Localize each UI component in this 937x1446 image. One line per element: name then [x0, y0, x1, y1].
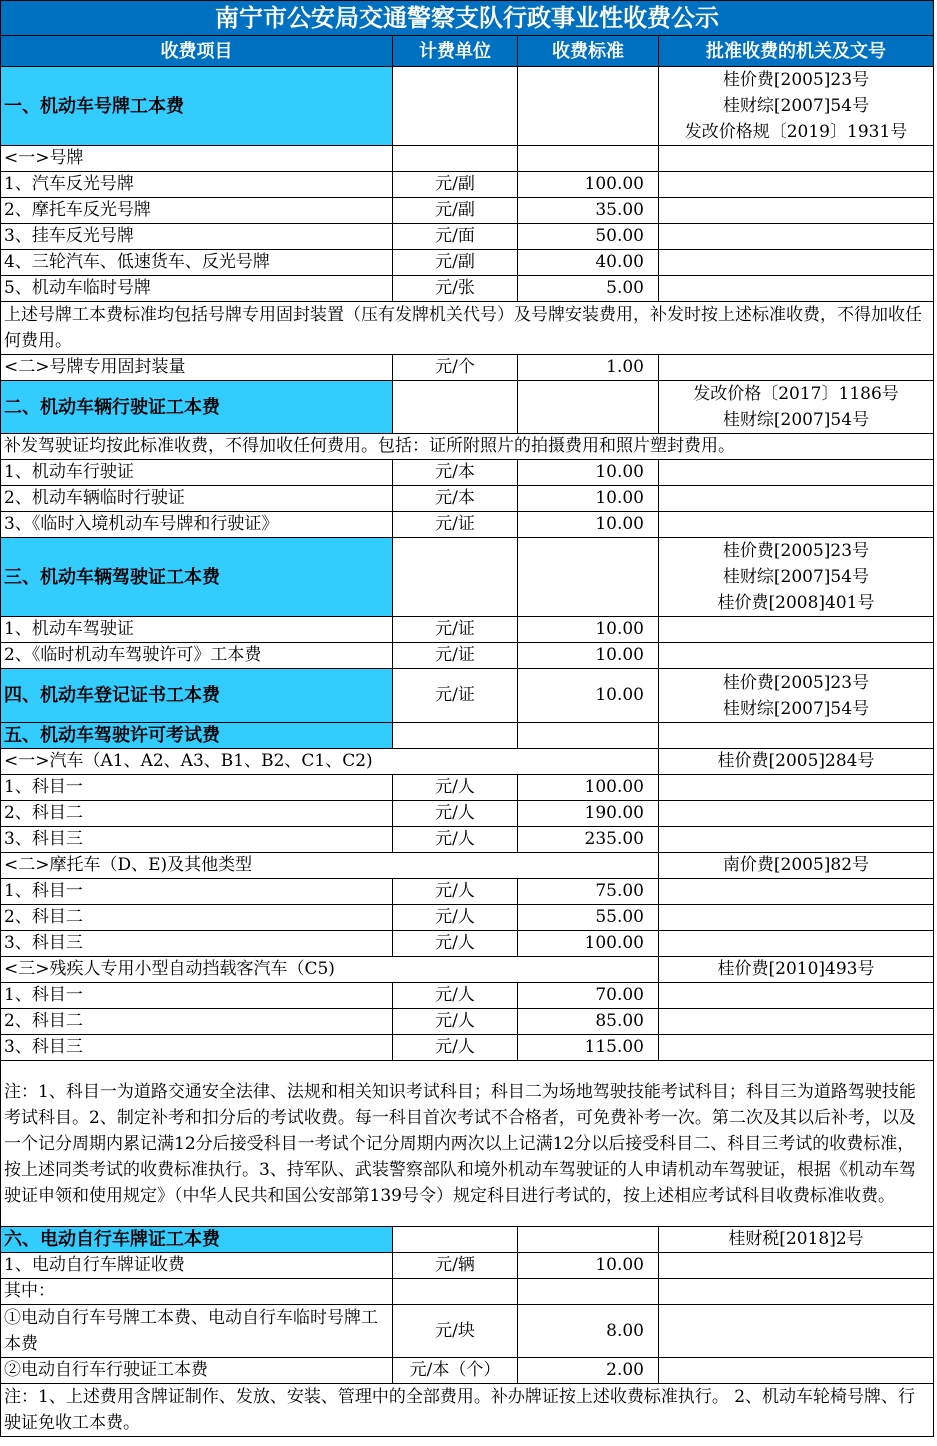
subsection-label: <三>残疾人专用小型自动挡载客汽车（C5)	[1, 957, 659, 983]
item-fee: 10.00	[518, 643, 659, 669]
table-row	[1, 1358, 934, 1384]
item-fee: 10.00	[518, 1253, 659, 1279]
item-name: 5、机动车临时号牌	[1, 276, 393, 302]
item-fee: 2.00	[518, 1358, 659, 1384]
item-unit: 元/人	[393, 1009, 518, 1035]
empty-cell	[393, 146, 518, 172]
empty-cell	[518, 1279, 659, 1305]
table-row	[1, 827, 934, 853]
empty-cell	[393, 1279, 518, 1305]
empty-cell	[659, 146, 934, 172]
item-fee: 5.00	[518, 276, 659, 302]
empty-cell	[393, 1227, 518, 1253]
item-unit: 元/证	[393, 643, 518, 669]
section-heading-driver-license: 三、机动车辆驾驶证工本费	[1, 538, 393, 617]
header-fee: 收费标准	[518, 36, 659, 67]
item-fee: 1.00	[518, 355, 659, 381]
table-row	[1, 617, 934, 643]
empty-cell	[393, 381, 518, 434]
table-row	[1, 512, 934, 538]
item-fee: 10.00	[518, 512, 659, 538]
item-unit: 元/人	[393, 827, 518, 853]
item-fee: 75.00	[518, 879, 659, 905]
item-fee: 35.00	[518, 198, 659, 224]
item-name: 1、汽车反光号牌	[1, 172, 393, 198]
table-row	[1, 775, 934, 801]
empty-cell	[659, 276, 934, 302]
item-name: 2、科目二	[1, 905, 393, 931]
empty-cell	[659, 775, 934, 801]
page-title: 南宁市公安局交通警察支队行政事业性收费公示	[1, 1, 934, 36]
vehicle-license-note: 补发驾驶证均按此标准收费，不得加收任何费用。包括：证所附照片的拍摄费用和照片塑封费用。	[1, 434, 934, 460]
ebike-note: 注：1、上述费用含牌证制作、发放、安装、管理中的全部费用。补办牌证按上述收费标准执行。 2、机动车轮椅号牌、行驶证免收工本费。	[1, 1384, 934, 1437]
item-fee: 115.00	[518, 1035, 659, 1061]
section-heading-ebike: 六、电动自行车牌证工本费	[1, 1227, 393, 1253]
item-name: 1、机动车驾驶证	[1, 617, 393, 643]
item-name: 2、机动车辆临时行驶证	[1, 486, 393, 512]
item-fee: 55.00	[518, 905, 659, 931]
table-row	[1, 801, 934, 827]
empty-cell	[659, 1035, 934, 1061]
empty-cell	[659, 172, 934, 198]
empty-cell	[518, 538, 659, 617]
header-authority: 批准收费的机关及文号	[659, 36, 934, 67]
item-unit: 元/人	[393, 879, 518, 905]
item-unit: 元/张	[393, 276, 518, 302]
authority-line: 桂财综[2007]54号	[722, 410, 870, 430]
item-name: 2、科目二	[1, 801, 393, 827]
item-name: 1、科目一	[1, 775, 393, 801]
empty-cell	[393, 67, 518, 146]
table-row	[1, 1305, 934, 1358]
item-unit: 元/证	[393, 617, 518, 643]
empty-cell	[659, 224, 934, 250]
item-unit: 元/证	[393, 669, 518, 723]
item-name: 1、科目一	[1, 879, 393, 905]
item-fee: 190.00	[518, 801, 659, 827]
item-name: ②电动自行车行驶证工本费	[1, 1358, 393, 1384]
item-name: 4、三轮汽车、低速货车、反光号牌	[1, 250, 393, 276]
item-unit: 元/本	[393, 486, 518, 512]
subsection-label: <一>号牌	[1, 146, 393, 172]
item-name: ①电动自行车号牌工本费、电动自行车临时号牌工本费	[1, 1305, 393, 1358]
item-unit: 元/副	[393, 172, 518, 198]
table-row	[1, 983, 934, 1009]
empty-cell	[659, 643, 934, 669]
subsection-label: <二>摩托车（D、E)及其他类型	[1, 853, 659, 879]
authority-line: 桂价费[2005]23号	[722, 672, 870, 693]
section-heading-vehicle-license: 二、机动车辆行驶证工本费	[1, 381, 393, 434]
item-unit: 元/面	[393, 224, 518, 250]
authority-cell: 桂价费[2005]284号	[659, 749, 934, 775]
authority-cell	[659, 538, 934, 617]
item-unit: 元/人	[393, 775, 518, 801]
item-unit: 元/块	[393, 1305, 518, 1358]
empty-cell	[659, 198, 934, 224]
table-row	[1, 460, 934, 486]
subsection-label: <一>汽车（A1、A2、A3、B1、B2、C1、C2)	[1, 749, 659, 775]
table-row	[1, 250, 934, 276]
empty-cell	[518, 67, 659, 146]
item-unit: 元/辆	[393, 1253, 518, 1279]
table-row	[1, 931, 934, 957]
empty-cell	[659, 905, 934, 931]
authority-cell: 南价费[2005]82号	[659, 853, 934, 879]
authority-line: 桂价费[2005]23号	[722, 70, 870, 90]
section-heading-registration: 四、机动车登记证书工本费	[1, 669, 393, 723]
empty-cell	[659, 801, 934, 827]
item-name: 3、《临时入境机动车号牌和行驶证》	[1, 512, 393, 538]
authority-line: 桂财综[2007]54号	[722, 567, 870, 587]
table-row	[1, 224, 934, 250]
table-row	[1, 355, 934, 381]
authority-line: 发改价格〔2017〕1186号	[693, 384, 899, 404]
table-row	[1, 172, 934, 198]
authority-line: 桂价费[2008]401号	[717, 593, 875, 613]
among-label: 其中：	[1, 1279, 393, 1305]
item-unit: 元/人	[393, 983, 518, 1009]
item-fee: 85.00	[518, 1009, 659, 1035]
empty-cell	[518, 723, 659, 749]
item-fee: 100.00	[518, 172, 659, 198]
item-fee: 10.00	[518, 486, 659, 512]
section-heading-plate: 一、机动车号牌工本费	[1, 67, 393, 146]
table-row	[1, 643, 934, 669]
empty-cell	[659, 723, 934, 749]
item-name: 1、科目一	[1, 983, 393, 1009]
item-name: 3、挂车反光号牌	[1, 224, 393, 250]
header-unit: 计费单位	[393, 36, 518, 67]
item-unit: 元/人	[393, 1035, 518, 1061]
item-name: 2、《临时机动车驾驶许可》工本费	[1, 643, 393, 669]
empty-cell	[659, 879, 934, 905]
empty-cell	[659, 1279, 934, 1305]
item-unit: 元/人	[393, 931, 518, 957]
table-row	[1, 1253, 934, 1279]
item-fee: 70.00	[518, 983, 659, 1009]
item-fee: 235.00	[518, 827, 659, 853]
empty-cell	[659, 617, 934, 643]
plate-note: 上述号牌工本费标准均包括号牌专用固封装置（压有发牌机关代号）及号牌安装费用，补发时按上述标准收费，不得加收任何费用。	[1, 302, 934, 355]
item-fee: 50.00	[518, 224, 659, 250]
authority-cell	[659, 669, 934, 723]
table-row	[1, 486, 934, 512]
item-fee: 40.00	[518, 250, 659, 276]
empty-cell	[659, 460, 934, 486]
authority-line: 桂价费[2005]23号	[722, 541, 870, 561]
authority-line: 桂财综[2007]54号	[722, 96, 870, 116]
empty-cell	[518, 146, 659, 172]
authority-line: 桂财综[2007]54号	[722, 698, 870, 719]
empty-cell	[659, 1253, 934, 1279]
authority-cell: 桂价费[2010]493号	[659, 957, 934, 983]
item-unit: 元/证	[393, 512, 518, 538]
authority-cell: 桂财税[2018]2号	[659, 1227, 934, 1253]
empty-cell	[393, 538, 518, 617]
item-name: 2、科目二	[1, 1009, 393, 1035]
item-name: 3、科目三	[1, 1035, 393, 1061]
item-fee: 8.00	[518, 1305, 659, 1358]
table-row	[1, 1035, 934, 1061]
item-unit: 元/人	[393, 905, 518, 931]
empty-cell	[659, 931, 934, 957]
empty-cell	[518, 381, 659, 434]
item-fee: 100.00	[518, 931, 659, 957]
empty-cell	[659, 827, 934, 853]
item-unit: 元/副	[393, 198, 518, 224]
item-unit: 元/本	[393, 460, 518, 486]
empty-cell	[659, 486, 934, 512]
section-heading-exam: 五、机动车驾驶许可考试费	[1, 723, 393, 749]
item-unit: 元/副	[393, 250, 518, 276]
item-name: 1、电动自行车牌证收费	[1, 1253, 393, 1279]
empty-cell	[659, 1009, 934, 1035]
empty-cell	[393, 723, 518, 749]
table-row	[1, 198, 934, 224]
empty-cell	[659, 983, 934, 1009]
item-fee: 10.00	[518, 669, 659, 723]
empty-cell	[659, 355, 934, 381]
item-name: 3、科目三	[1, 931, 393, 957]
empty-cell	[659, 1358, 934, 1384]
empty-cell	[659, 1305, 934, 1358]
authority-line: 发改价格规〔2019〕1931号	[684, 122, 908, 142]
table-row	[1, 879, 934, 905]
table-row	[1, 905, 934, 931]
header-item: 收费项目	[1, 36, 393, 67]
item-name: <二>号牌专用固封装量	[1, 355, 393, 381]
item-name: 1、机动车行驶证	[1, 460, 393, 486]
empty-cell	[659, 512, 934, 538]
item-fee: 10.00	[518, 460, 659, 486]
empty-cell	[659, 250, 934, 276]
item-name: 2、摩托车反光号牌	[1, 198, 393, 224]
item-unit: 元/个	[393, 355, 518, 381]
table-row	[1, 276, 934, 302]
item-fee: 10.00	[518, 617, 659, 643]
table-row	[1, 1009, 934, 1035]
item-unit: 元/人	[393, 801, 518, 827]
empty-cell	[518, 1227, 659, 1253]
exam-note: 注：1、科目一为道路交通安全法律、法规和相关知识考试科目；科目二为场地驾驶技能考试科目；科目三为道路驾驶技能考试科目。2、制定补考和扣分后的考试收费。每一科目首次考试不合格者，可免费补考一次。第二次及其以后补考，以及一个记分周期内累记满12分后接受科目一考试个记分周期内两次以上记满12分以后接受科目二、科目三考试的收费标准，按上述同类考试的收费标准执行。3、持军队、武装警察部队和境外机动车驾驶证的人申请机动车驾驶证，根据《机动车驾驶证申领和使用规定》（中华人民共和国公安部第139号令）规定科目进行考试的，按上述相应考试科目收费标准收费。	[1, 1061, 934, 1227]
item-name: 3、科目三	[1, 827, 393, 853]
authority-cell	[659, 67, 934, 146]
authority-cell	[659, 381, 934, 434]
item-fee: 100.00	[518, 775, 659, 801]
item-unit: 元/本（个）	[393, 1358, 518, 1384]
